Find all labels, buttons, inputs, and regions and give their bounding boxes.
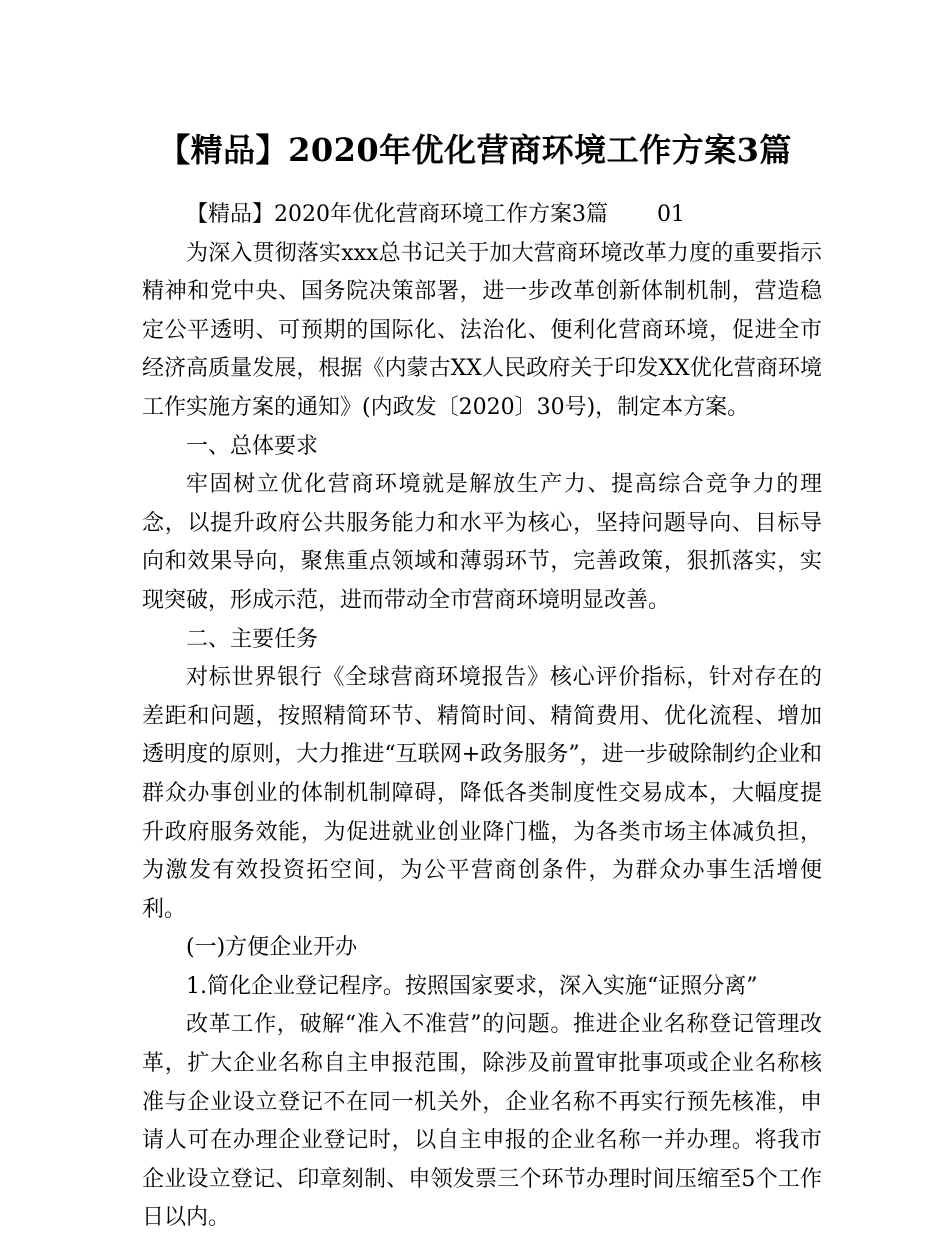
section-heading-general-requirements: 一、总体要求 xyxy=(186,433,319,459)
paragraph-main-tasks: 对标世界银行《全球营商环境报告》核心评价指标，针对存在的差距和问题，按照精简环节、精简时间、精简费用、优化流程、增加透明度的原则，大力推进“互联网+政务服务”，进一步破除制约企业和群众办事创业的体制机制障碍，降低各类制度性交易成本，大幅度提升政府服务效能，为促进就业创业降门槛，为各类市场主体减负担，为激发有效投资拓空间，为公平营商创条件，为群众办事生活增便利。 xyxy=(142,665,822,922)
section-heading-main-tasks: 二、主要任务 xyxy=(186,626,319,652)
paragraph-intro: 为深入贯彻落实xxx总书记关于加大营商环境改革力度的重要指示精神和党中央、国务院决策部署，进一步改革创新体制机制，营造稳定公平透明、可预期的国际化、法治化、便利化营商环境，促进全市经济高质量发展，根据《内蒙古XX人民政府关于印发XX优化营商环境工作实施方案的通知》(内政发〔2020〕30号)，制定本方案。 xyxy=(142,240,822,420)
subsection-heading-business-startup: (一)方便企业开办 xyxy=(186,935,358,961)
paragraph-general-requirements: 牢固树立优化营商环境就是解放生产力、提高综合竞争力的理念，以提升政府公共服务能力和水平为核心，坚持问题导向、目标导向和效果导向，聚焦重点领域和薄弱环节，完善政策，狠抓落实，实现突破，形成示范，进而带动全市营商环境明显改善。 xyxy=(142,472,822,613)
document-body xyxy=(142,196,822,1238)
paragraph-item-1-body: 改革工作，破解“准入不准营”的问题。推进企业名称登记管理改革，扩大企业名称自主申报范围，除涉及前置审批事项或企业名称核准与企业设立登记不在同一机关外，企业名称不再实行预先核准，申请人可在办理企业登记时，以自主申报的企业名称一并办理。将我市企业设立登记、印章刻制、申领发票三个环节办理时间压缩至5个工作日以内。 xyxy=(142,1012,822,1231)
document-title: 【精品】2020年优化营商环境工作方案3篇 xyxy=(158,131,792,169)
document-subtitle: 【精品】2020年优化营商环境工作方案3篇 01 xyxy=(186,202,685,227)
paragraph-item-1-heading: 1.简化企业登记程序。按照国家要求，深入实施“证照分离” xyxy=(186,973,758,999)
